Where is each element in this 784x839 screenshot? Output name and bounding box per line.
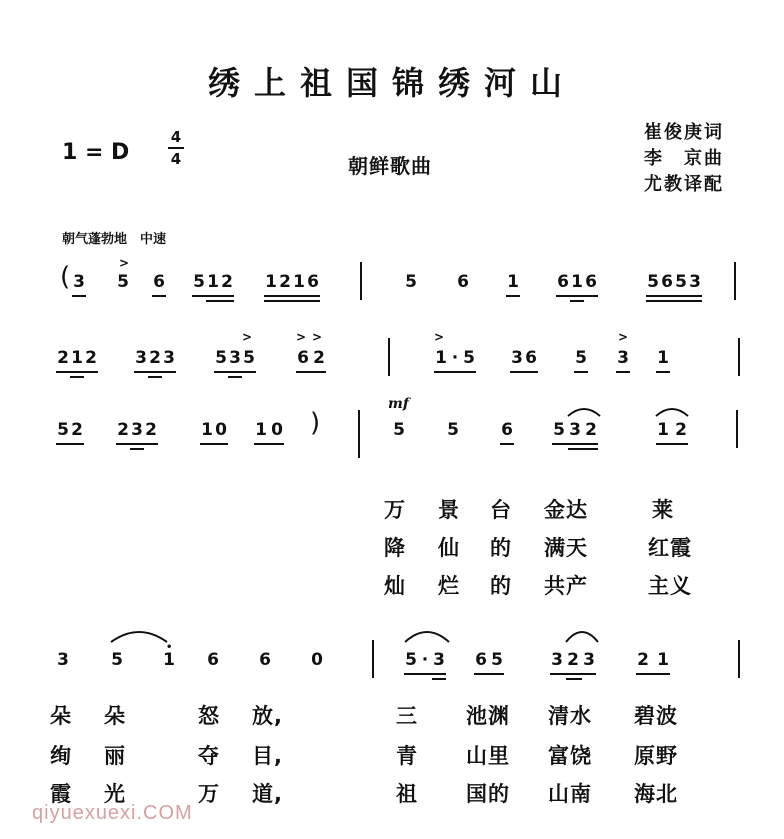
bar-line	[360, 262, 362, 300]
lyric: 祖	[396, 782, 418, 806]
note: 2	[57, 348, 69, 368]
accent-mark: >	[312, 330, 323, 344]
note: 2	[313, 348, 325, 368]
credit-translator: 尤教译配	[644, 174, 724, 195]
note: 5	[553, 420, 565, 440]
note: 3	[689, 272, 701, 292]
watermark: qiyuexuexi.COM	[32, 802, 193, 824]
lyric: 降	[384, 536, 406, 560]
note: 5	[193, 272, 205, 292]
note: 3	[135, 348, 147, 368]
underline	[646, 295, 702, 297]
note: 3	[569, 420, 581, 440]
lyric: 朵	[50, 704, 72, 728]
underline	[506, 295, 520, 297]
note: 3	[617, 348, 629, 368]
time-signature	[168, 128, 184, 168]
lyric: 红霞	[648, 536, 692, 560]
note: 2	[585, 420, 597, 440]
note: 3	[433, 650, 445, 670]
lyric: 的	[490, 574, 512, 598]
note: 6	[661, 272, 673, 292]
lyric: 山南	[548, 782, 592, 806]
note: 5	[491, 650, 503, 670]
lyric: 满天	[544, 536, 588, 560]
lyric: 目,	[252, 744, 283, 768]
lyric: 海北	[634, 782, 678, 806]
note: 5	[405, 650, 417, 670]
note: 6	[525, 348, 537, 368]
bar-line	[372, 640, 374, 678]
slur	[108, 626, 170, 644]
underline	[566, 678, 582, 680]
note: 3	[583, 650, 595, 670]
lyric: 共产	[544, 574, 588, 598]
note: 3	[229, 348, 241, 368]
bar-line	[738, 338, 740, 376]
underline	[254, 443, 284, 445]
lyric: 的	[490, 536, 512, 560]
note: 1	[435, 348, 447, 368]
note: 5	[675, 272, 687, 292]
lyric: 朵	[104, 704, 126, 728]
note: 5	[117, 272, 129, 292]
note: 6	[207, 650, 219, 670]
note: 6	[475, 650, 487, 670]
slur	[566, 404, 602, 418]
note: 3	[163, 348, 175, 368]
underline	[474, 673, 504, 675]
note: 2	[149, 348, 161, 368]
underline	[656, 371, 670, 373]
note: 3	[131, 420, 143, 440]
credits	[644, 120, 724, 198]
note: 2	[71, 420, 83, 440]
underline	[556, 295, 598, 297]
lyric: 烂	[438, 574, 460, 598]
note: 1	[255, 420, 267, 440]
underline	[616, 371, 630, 373]
note: 6	[501, 420, 513, 440]
lyric: 富饶	[548, 744, 592, 768]
underline	[148, 376, 162, 378]
underline	[570, 300, 584, 302]
underline	[264, 295, 320, 297]
accent-mark: >	[618, 330, 629, 344]
note: 1	[265, 272, 277, 292]
note: 2	[145, 420, 157, 440]
underline	[646, 300, 702, 302]
note: 1	[71, 348, 83, 368]
lyric: 国的	[466, 782, 510, 806]
lyric: 池渊	[466, 704, 510, 728]
meter-top: 4	[170, 128, 182, 146]
note: 3	[511, 348, 523, 368]
lyric: 灿	[384, 574, 406, 598]
note: 6	[153, 272, 165, 292]
lyric: 碧波	[634, 704, 678, 728]
underline	[636, 673, 670, 675]
song-title: 绣上祖国锦绣河山	[207, 64, 576, 102]
bar-line	[734, 262, 736, 300]
slur	[654, 404, 690, 418]
note: 5	[243, 348, 255, 368]
note: 5	[215, 348, 227, 368]
note: 1	[201, 420, 213, 440]
note: 5	[57, 420, 69, 440]
note: 6	[457, 272, 469, 292]
note: 2	[85, 348, 97, 368]
bar-line	[358, 410, 360, 458]
note: ·	[451, 348, 459, 368]
underline	[214, 371, 256, 373]
lyric: 主义	[648, 574, 692, 598]
note: 0	[311, 650, 323, 670]
note: 5	[647, 272, 659, 292]
credit-lyricist: 崔俊庚词	[644, 122, 724, 143]
underline	[552, 443, 598, 445]
note: ·	[421, 650, 429, 670]
lyric: 万	[384, 498, 406, 522]
note: 5	[393, 420, 405, 440]
note: 3	[73, 272, 85, 292]
note: 2	[567, 650, 579, 670]
note: 2	[675, 420, 687, 440]
note: 0	[271, 420, 283, 440]
underline	[130, 448, 144, 450]
underline	[228, 376, 242, 378]
note: 1	[657, 650, 669, 670]
underline	[296, 371, 326, 373]
underline	[432, 678, 446, 680]
meter-bottom: 4	[170, 150, 182, 168]
underline	[510, 371, 538, 373]
lyric: 三	[396, 704, 418, 728]
lyric: 夺	[198, 744, 220, 768]
note: 1	[293, 272, 305, 292]
note: 1	[657, 348, 669, 368]
note: 2	[221, 272, 233, 292]
lyric: 绚	[50, 744, 72, 768]
lyric: 放,	[252, 704, 283, 728]
underline	[434, 371, 476, 373]
lyric: 山里	[466, 744, 510, 768]
lyric: 光	[104, 782, 126, 806]
underline	[568, 448, 598, 450]
note: 2	[279, 272, 291, 292]
underline	[116, 443, 158, 445]
note: 6	[585, 272, 597, 292]
underline	[134, 371, 176, 373]
lyric: 仙	[438, 536, 460, 560]
note: 1	[657, 420, 669, 440]
meter-bar	[168, 147, 184, 149]
underline	[656, 443, 688, 445]
underline	[56, 443, 84, 445]
underline	[500, 443, 514, 445]
slur	[402, 626, 452, 644]
note: 1	[163, 650, 175, 670]
note: 6	[297, 348, 309, 368]
bar-line	[388, 338, 390, 376]
note: 1	[207, 272, 219, 292]
note: 2	[117, 420, 129, 440]
note: 3	[57, 650, 69, 670]
underline	[72, 295, 86, 297]
underline	[264, 300, 320, 302]
underline	[550, 673, 596, 675]
lyric: 清水	[548, 704, 592, 728]
note: 5	[575, 348, 587, 368]
underline	[56, 371, 98, 373]
note: 5	[405, 272, 417, 292]
note: 5	[463, 348, 475, 368]
lyric: 霞	[50, 782, 72, 806]
bar-line	[736, 410, 738, 448]
accent-mark: >	[296, 330, 307, 344]
lyric: 台	[490, 498, 512, 522]
lyric: 青	[396, 744, 418, 768]
bar-line	[738, 640, 740, 678]
lyric: 怒	[198, 704, 220, 728]
credit-composer: 李 京曲	[644, 148, 724, 169]
open-paren: (	[60, 262, 71, 292]
key-signature: 1 = D	[62, 140, 130, 165]
high-octave-dot: •	[166, 642, 173, 653]
lyric: 金达	[544, 498, 588, 522]
tempo-marking: 朝气蓬勃地 中速	[62, 232, 167, 247]
lyric: 莱	[652, 498, 674, 522]
underline	[404, 673, 446, 675]
note: 5	[111, 650, 123, 670]
note: 0	[215, 420, 227, 440]
underline	[70, 376, 84, 378]
underline	[192, 295, 234, 297]
note: 2	[637, 650, 649, 670]
note: 6	[307, 272, 319, 292]
note: 3	[551, 650, 563, 670]
lyric: 道,	[252, 782, 283, 806]
accent-mark: >	[242, 330, 253, 344]
underline	[206, 300, 234, 302]
note: 6	[557, 272, 569, 292]
note: 1	[571, 272, 583, 292]
lyric: 万	[198, 782, 220, 806]
close-paren: )	[310, 408, 321, 438]
underline	[574, 371, 588, 373]
accent-mark: >	[119, 256, 130, 270]
dynamic-marking: mf	[388, 396, 409, 412]
underline	[152, 295, 166, 297]
underline	[200, 443, 228, 445]
lyric: 景	[438, 498, 460, 522]
lyric: 原野	[634, 744, 678, 768]
note: 6	[259, 650, 271, 670]
note: 5	[447, 420, 459, 440]
note: 1	[507, 272, 519, 292]
song-origin: 朝鲜歌曲	[348, 154, 432, 178]
slur	[564, 626, 600, 644]
lyric: 丽	[104, 744, 126, 768]
accent-mark: >	[434, 330, 445, 344]
